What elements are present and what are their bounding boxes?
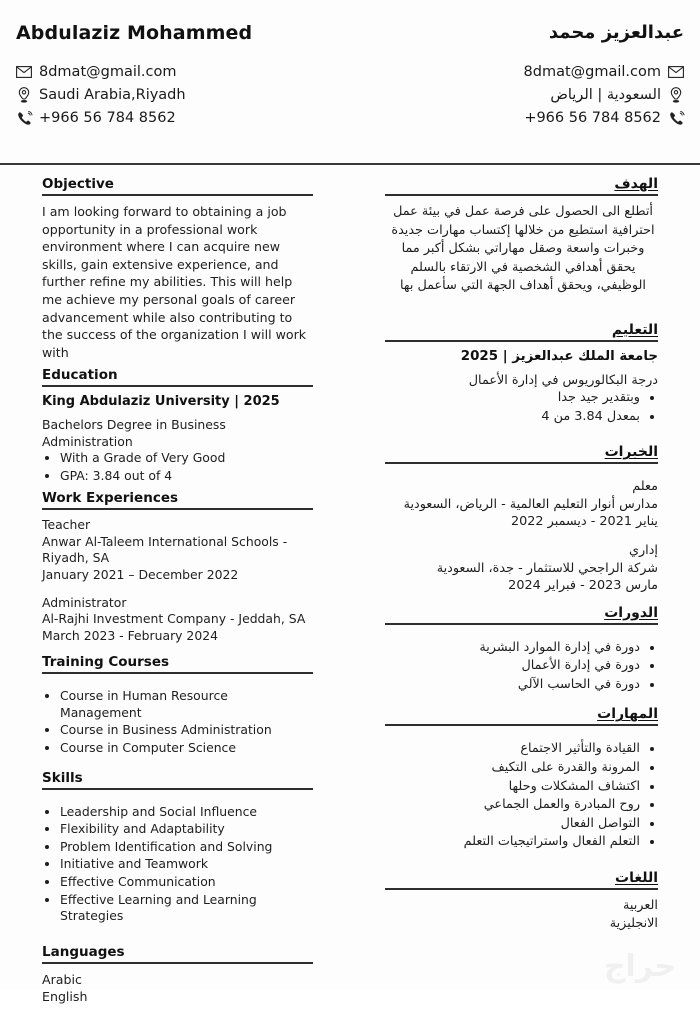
spacer (42, 931, 312, 944)
spacer (388, 857, 658, 870)
work-entry (42, 517, 312, 583)
job-employer: Anwar Al-Taleem International Schools - Riyadh, SA (42, 533, 288, 566)
skills-bullets-en (42, 804, 312, 925)
candidate-name-arabic: عبدالعزيز محمد (548, 22, 684, 43)
education-degree-ar: درجة البكالوريوس في إدارة الأعمال (468, 372, 658, 388)
column-english (0, 176, 316, 1009)
list-item: • دورة في إدارة الموارد البشرية (388, 639, 640, 657)
list-item: • Effective Learning and Learning Strategies (60, 892, 312, 925)
spacer (388, 471, 658, 478)
section-heading-objective-ar: الهدف (614, 176, 658, 192)
section-heading-education-en: Education (42, 367, 118, 384)
spacer (388, 699, 658, 706)
spacer (42, 763, 312, 770)
section-rule (385, 340, 658, 342)
phone-text-arabic: +966 56 784 8562 (524, 110, 661, 126)
location-text-arabic: السعودية | الرياض (550, 87, 661, 103)
section-rule (42, 508, 313, 510)
training-bullets-ar (388, 639, 658, 694)
job-title: معلم (632, 479, 658, 495)
education-degree-en: Bachelors Degree in Business Administration (42, 417, 226, 449)
section-education-ar (388, 322, 658, 426)
list-item: • التواصل الفعال (388, 815, 640, 833)
list-item: • Effective Communication (60, 874, 312, 891)
job-dates: يناير 2021 - ديسمبر 2022 (511, 513, 658, 529)
education-bullets-en (42, 450, 312, 484)
resume-body (0, 176, 700, 1009)
list-item: • القيادة والتأثير الاجتماع (388, 740, 640, 758)
email-text-arabic: 8dmat@gmail.com (523, 64, 661, 80)
email-text: 8dmat@gmail.com (39, 64, 177, 80)
spacer (388, 733, 658, 740)
contact-row (16, 62, 684, 128)
language-item: العربية (623, 897, 658, 913)
section-heading-languages-en: Languages (42, 943, 125, 960)
spacer (388, 302, 658, 322)
list-item: • Leadership and Social Influence (60, 804, 312, 821)
phone-text: +966 56 784 8562 (39, 110, 176, 126)
section-heading-skills-en: Skills (42, 769, 83, 786)
section-rule (385, 194, 658, 196)
job-dates: مارس 2023 - فبراير 2024 (508, 578, 658, 594)
job-employer: شركة الراجحي للاستثمار - جدة، السعودية (436, 560, 658, 576)
section-heading-education-ar: التعليم (611, 321, 658, 338)
envelope-icon (668, 64, 684, 80)
list-item: • دورة في إدارة الأعمال (388, 657, 640, 675)
contact-phone-english (16, 108, 186, 128)
section-heading-objective-en: Objective (42, 176, 114, 192)
contact-email-arabic (524, 62, 684, 82)
header-divider (0, 163, 700, 165)
spacer (42, 681, 312, 688)
spacer (42, 647, 312, 654)
section-rule (42, 672, 313, 674)
section-heading-training-ar: الدورات (604, 604, 658, 621)
skills-bullets-ar (388, 740, 658, 851)
section-rule (42, 962, 313, 964)
contact-block-arabic (524, 62, 684, 128)
contact-email-english (16, 62, 186, 82)
section-skills-ar (388, 706, 658, 851)
section-rule (385, 623, 658, 625)
language-item: English (42, 989, 88, 1005)
list-item: • بمعدل 3.84 من 4 (388, 408, 640, 426)
column-arabic (384, 176, 700, 1009)
section-rule (42, 194, 313, 196)
section-work-en (42, 490, 312, 644)
objective-text-en: I am looking forward to obtaining a job opportunity in a professional work environment where I can acquire new skills, gain extensive experience, and further refine my abilities. This will help me achieve my personal goals of career advancement while also contributing to the success of the organization I will work with (42, 204, 307, 360)
education-school-en: King Abdulaziz University | 2025 (42, 394, 280, 410)
phone-icon (16, 110, 32, 126)
list-item: • Problem Identification and Solving (60, 839, 312, 856)
envelope-icon (16, 64, 32, 80)
section-objective-en (42, 176, 312, 361)
language-item: الانجليزية (609, 915, 658, 931)
list-item: • Flexibility and Adaptability (60, 821, 312, 838)
section-heading-training-en: Training Courses (42, 654, 170, 671)
job-dates: March 2023 - February 2024 (42, 627, 218, 643)
list-item: • دورة في الحاسب الآلي (388, 676, 640, 694)
list-item: • وبتقدير جيد جدا (388, 389, 640, 407)
phone-icon (668, 110, 684, 126)
section-rule (385, 462, 658, 464)
list-item: • Initiative and Teamwork (60, 856, 312, 873)
list-item: • المرونة والقدرة على التكيف (388, 759, 640, 777)
spacer (388, 598, 658, 605)
section-training-en (42, 654, 312, 756)
job-employer: Al-Rajhi Investment Company - Jeddah, SA (42, 611, 306, 627)
job-title: إداري (628, 543, 658, 559)
language-item: Arabic (42, 971, 82, 987)
list-item: • روح المبادرة والعمل الجماعي (388, 796, 640, 814)
section-heading-work-ar: الخبرات (604, 444, 658, 461)
map-pin-icon (16, 87, 32, 103)
section-rule (385, 888, 658, 890)
section-work-ar (388, 444, 658, 594)
work-entry (388, 542, 658, 594)
name-row (16, 22, 684, 44)
training-bullets-en (42, 688, 312, 756)
section-languages-ar (388, 870, 658, 933)
section-rule (385, 724, 658, 726)
contact-block-english (16, 62, 186, 128)
list-item: • التعلم الفعال واستراتيجيات التعلم (388, 833, 640, 851)
list-item: • Course in Human Resource Management (60, 688, 312, 721)
section-skills-en (42, 770, 312, 925)
section-languages-en (42, 944, 312, 1006)
section-heading-skills-ar: المهارات (597, 706, 658, 723)
contact-location-arabic (524, 85, 684, 105)
section-objective-ar (388, 176, 658, 296)
spacer (42, 797, 312, 804)
list-item: • GPA: 3.84 out of 4 (60, 468, 312, 485)
list-item: • With a Grade of Very Good (60, 450, 312, 467)
map-pin-icon (668, 87, 684, 103)
list-item: • Course in Business Administration (60, 722, 312, 739)
spacer (388, 431, 658, 444)
section-rule (42, 385, 313, 387)
education-bullets-ar (388, 389, 658, 425)
watermark: حراج (603, 949, 676, 984)
work-entry (388, 478, 658, 530)
section-rule (42, 788, 313, 790)
objective-text-ar: أتطلع الى الحصول على فرصة عمل في بيئة عمل احترافية استطيع من خلالها إكتساب مهارات جديدة وخبرات واسعة وصقل مهاراتي بشكل أكبر مما يحقق أهدافي الشخصية في الارتقاء بالسلم الوظيفي، ويحقق أهداف الجهة التي سأعمل بها (391, 204, 655, 293)
job-dates: January 2021 – December 2022 (42, 566, 239, 582)
candidate-name-english: Abdulaziz Mohammed (16, 22, 253, 44)
work-entry (42, 595, 312, 644)
section-education-en (42, 367, 312, 484)
education-school-ar: جامعة الملك عبدالعزيز | 2025 (460, 348, 658, 364)
contact-location-english (16, 85, 186, 105)
section-training-ar (388, 605, 658, 694)
job-title: Teacher (42, 517, 91, 533)
job-title: Administrator (42, 594, 127, 610)
spacer (388, 632, 658, 639)
contact-phone-arabic (524, 108, 684, 128)
resume-header (0, 0, 700, 136)
section-heading-work-en: Work Experiences (42, 490, 179, 507)
location-text: Saudi Arabia,Riyadh (39, 87, 186, 103)
list-item: • اكتشاف المشكلات وحلها (388, 778, 640, 796)
section-heading-languages-ar: اللغات (615, 869, 658, 886)
list-item: • Course in Computer Science (60, 740, 312, 757)
job-employer: مدارس أنوار التعليم العالمية - الرياض، السعودية (403, 496, 658, 512)
